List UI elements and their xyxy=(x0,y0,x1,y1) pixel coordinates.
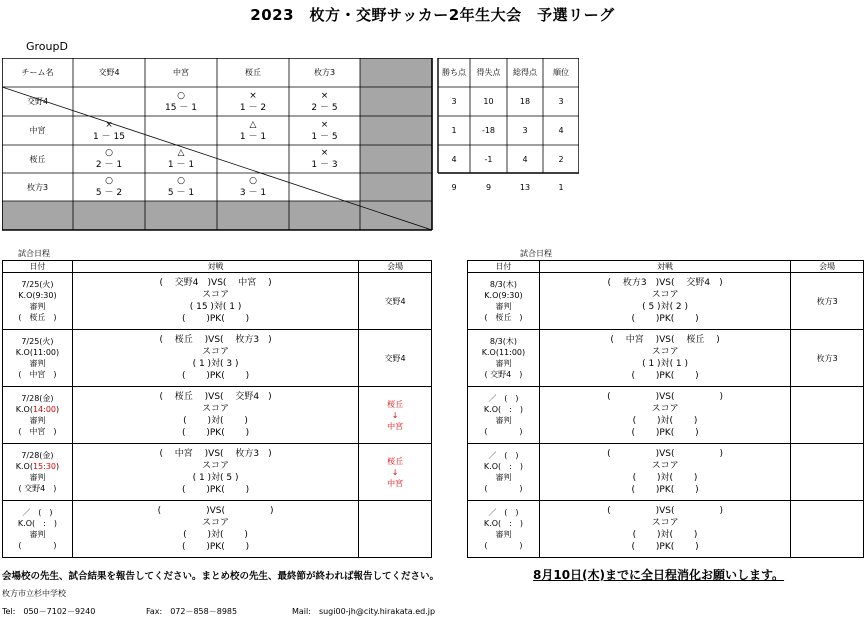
match-date: 8/3(木) xyxy=(489,280,517,289)
match-cell xyxy=(72,501,358,558)
table-row xyxy=(3,501,432,558)
match-line: ( )PK( ) xyxy=(631,485,699,495)
match-line: スコア xyxy=(651,347,679,357)
venue-name: 桜丘 xyxy=(387,456,404,466)
stat-header: 勝ち点 xyxy=(442,68,466,77)
kickoff-time: K.O(9:30) xyxy=(18,291,57,300)
match-line: スコア xyxy=(651,290,679,300)
venue-name: ↓ xyxy=(391,410,399,420)
match-cell xyxy=(72,330,358,387)
match-line: ( )対( ) xyxy=(632,530,698,540)
match-date-cell xyxy=(3,501,73,558)
tel-number: Tel: 050－7102－9240 xyxy=(2,607,96,616)
stat-header: 順位 xyxy=(553,68,569,77)
match-line: 1 － 1 xyxy=(167,160,195,170)
match-line: ( 交野4 )VS( 中宮 ) xyxy=(159,278,272,288)
match-line: ( )PK( ) xyxy=(182,428,250,438)
match-cell xyxy=(539,387,790,444)
report-note: 会場校の先生、試合結果を報告してください。まとめ校の先生、最終節が終われば報告してください。 xyxy=(2,571,440,582)
school-name: 枚方市立杉中学校 xyxy=(2,589,66,598)
referee-team: ( 交野4 ) xyxy=(18,484,57,493)
venue-cell xyxy=(359,444,432,501)
venue-cell xyxy=(359,501,432,558)
team-name-header: チーム名 xyxy=(21,68,54,77)
table-row xyxy=(468,330,864,387)
venue-name: 中宮 xyxy=(387,478,404,488)
match-cell xyxy=(72,387,358,444)
match-line: ( )PK( ) xyxy=(631,371,699,381)
schedule-header: 対戦 xyxy=(539,261,790,273)
match-date-cell xyxy=(3,444,73,501)
kickoff-time: K.O(11:00) xyxy=(481,348,526,357)
schedule-header: 日付 xyxy=(468,261,540,273)
match-line: ( 1 )対( 1 ) xyxy=(642,359,689,369)
match-line: スコア xyxy=(651,404,679,414)
match-date-cell xyxy=(3,387,73,444)
venue-name: 枚方3 xyxy=(816,296,838,306)
match-date-cell xyxy=(468,330,540,387)
stat-header: 総得点 xyxy=(513,68,537,77)
column-team-1: 交野4 xyxy=(98,68,120,77)
table-row xyxy=(468,273,864,330)
match-line: スコア xyxy=(651,518,679,528)
match-line: ( 枚方3 )VS( 交野4 ) xyxy=(607,278,723,288)
kickoff-time: K.O(9:30) xyxy=(484,291,523,300)
match-line: ○ xyxy=(105,176,113,186)
match-line: 1 － 15 xyxy=(93,131,125,142)
referee-team: ( 桜丘 ) xyxy=(484,313,523,322)
match-line: ( )対( ) xyxy=(632,416,698,426)
schedule-header: 日付 xyxy=(3,261,73,273)
match-date: 8/3(木) xyxy=(489,337,517,346)
match-date: ／ ( ) xyxy=(488,451,519,460)
stat-value: 13 xyxy=(519,182,531,192)
match-result xyxy=(289,87,360,116)
match-line: ( 中宮 )VS( 桜丘 ) xyxy=(610,335,720,345)
match-date: ／ ( ) xyxy=(488,394,519,403)
match-line: ( 1 )対( 3 ) xyxy=(192,359,239,369)
fax-number: Fax: 072－858－8985 xyxy=(146,607,238,616)
match-line: ○ xyxy=(177,90,185,101)
match-result xyxy=(73,145,145,173)
referee-team: ( ) xyxy=(484,484,523,493)
match-line: × xyxy=(249,90,257,101)
kickoff-time: K.O(15:30) xyxy=(15,462,60,471)
referee-label: 審判 xyxy=(495,416,512,425)
row-team-1: 交野4 xyxy=(26,97,49,106)
venue-cell xyxy=(791,501,864,558)
kickoff-time: K.O( : ) xyxy=(483,405,523,414)
mail-address: Mail: sugi00-jh@city.hirakata.ed.jp xyxy=(292,607,436,616)
stat-value: 4 xyxy=(522,154,528,164)
venue-cell xyxy=(359,273,432,330)
match-line: ○ xyxy=(105,148,113,158)
match-line: ( )VS( ) xyxy=(157,506,274,516)
match-result xyxy=(217,173,289,201)
match-result xyxy=(217,116,289,145)
referee-team: ( ) xyxy=(484,427,523,436)
match-cell xyxy=(539,330,790,387)
column-team-3: 桜丘 xyxy=(245,68,261,77)
schedule-header: 対戦 xyxy=(72,261,358,273)
venue-name: 中宮 xyxy=(387,421,404,431)
venue-name: 交野4 xyxy=(384,353,406,363)
venue-name: 枚方3 xyxy=(816,353,838,363)
stat-value: 3 xyxy=(522,126,528,135)
match-line: × xyxy=(105,119,113,130)
match-line: ( 15 )対( 1 ) xyxy=(189,302,242,312)
row-team-4: 枚方3 xyxy=(26,182,49,192)
match-line: ( )PK( ) xyxy=(182,371,250,381)
referee-team: ( 交野4 ) xyxy=(484,370,523,379)
match-line: ( )PK( ) xyxy=(631,542,699,552)
stat-value: 1 xyxy=(558,182,564,192)
kickoff-time: K.O( : ) xyxy=(17,519,57,528)
match-line: ( )VS( ) xyxy=(607,506,724,516)
match-line: ( )対( ) xyxy=(183,530,248,540)
referee-label: 審判 xyxy=(495,359,512,368)
page-title: 2023 枚方・交野サッカー2年生大会 予選リーグ xyxy=(250,6,615,24)
venue-name: 交野4 xyxy=(384,296,406,306)
referee-label: 審判 xyxy=(29,473,46,482)
stat-value: -1 xyxy=(484,154,493,164)
match-line: スコア xyxy=(202,290,230,300)
match-line: 1 － 5 xyxy=(311,131,338,142)
venue-cell xyxy=(791,273,864,330)
deadline-note: 8月10日(木)までに全日程消化お願いします。 xyxy=(533,568,785,582)
match-line: ( 桜丘 )VS( 枚方3 ) xyxy=(159,335,272,345)
venue-name: ↓ xyxy=(391,467,399,477)
schedule-label-left: 試合日程 xyxy=(18,249,50,258)
match-line: 5 － 2 xyxy=(95,188,123,198)
match-date: 7/25(火) xyxy=(21,280,54,289)
referee-team: ( 中宮 ) xyxy=(18,370,57,379)
table-row xyxy=(468,444,864,501)
stat-value: 3 xyxy=(558,97,564,106)
match-date-cell xyxy=(468,501,540,558)
match-line: 3 － 1 xyxy=(239,188,267,198)
stat-value: -18 xyxy=(481,126,496,135)
match-line: 5 － 1 xyxy=(167,188,195,198)
match-cell xyxy=(539,444,790,501)
stat-value: 4 xyxy=(451,154,457,164)
stat-header: 得失点 xyxy=(476,68,501,77)
stat-value: 2 xyxy=(558,154,564,164)
match-result xyxy=(145,87,217,116)
match-line: ( )VS( ) xyxy=(607,392,724,402)
match-cell xyxy=(72,273,358,330)
match-cell xyxy=(539,501,790,558)
match-line: 2 － 5 xyxy=(311,102,338,113)
match-line: × xyxy=(320,90,329,101)
match-line: スコア xyxy=(202,461,230,471)
match-line: ( 1 )対( 5 ) xyxy=(192,473,239,483)
table-row xyxy=(468,501,864,558)
venue-cell xyxy=(791,387,864,444)
match-result xyxy=(217,87,289,116)
referee-label: 審判 xyxy=(29,359,46,368)
kickoff-time: K.O(14:00) xyxy=(15,405,60,414)
match-result xyxy=(145,145,217,173)
match-line: 1 － 2 xyxy=(239,102,267,113)
stat-value: 10 xyxy=(483,97,494,106)
match-result xyxy=(73,173,145,201)
match-line: ( )PK( ) xyxy=(631,428,699,438)
column-team-2: 中宮 xyxy=(173,68,189,77)
match-line: ( 中宮 )VS( 枚方3 ) xyxy=(159,449,272,459)
stat-value: 9 xyxy=(485,182,492,192)
match-date-cell xyxy=(3,330,73,387)
stat-value: 9 xyxy=(451,182,457,192)
venue-cell xyxy=(791,330,864,387)
match-line: ○ xyxy=(177,176,185,186)
referee-label: 審判 xyxy=(29,530,46,539)
stat-value: 18 xyxy=(519,97,531,106)
referee-label: 審判 xyxy=(29,302,46,311)
schedule-header: 会場 xyxy=(791,261,864,273)
match-line: × xyxy=(320,119,329,130)
match-line: ( )VS( ) xyxy=(607,449,724,459)
match-date-cell xyxy=(3,273,73,330)
match-date-cell xyxy=(468,444,540,501)
match-cell xyxy=(539,273,790,330)
match-line: △ xyxy=(177,148,185,158)
kickoff-time: K.O( : ) xyxy=(483,519,523,528)
match-line: × xyxy=(320,148,329,158)
match-line: スコア xyxy=(202,347,230,357)
match-line: ( )PK( ) xyxy=(631,314,699,324)
match-date: 7/28(金) xyxy=(21,394,54,403)
referee-team: ( ) xyxy=(484,541,523,550)
standings-table xyxy=(2,58,579,231)
stat-value: 1 xyxy=(451,126,457,135)
table-row xyxy=(3,273,432,330)
table-row xyxy=(468,387,864,444)
match-line: △ xyxy=(249,119,257,130)
referee-label: 審判 xyxy=(495,473,512,482)
match-line: ( 桜丘 )VS( 交野4 ) xyxy=(159,392,272,402)
row-team-2: 中宮 xyxy=(29,126,46,135)
match-result xyxy=(73,116,145,145)
match-result xyxy=(289,145,360,173)
match-date: 7/28(金) xyxy=(21,451,54,460)
venue-cell xyxy=(359,387,432,444)
referee-label: 審判 xyxy=(495,302,512,311)
match-line: 1 － 3 xyxy=(311,160,338,170)
referee-team: ( ) xyxy=(18,541,57,550)
match-line: スコア xyxy=(202,518,230,528)
column-team-4: 枚方3 xyxy=(313,68,336,77)
group-label: GroupD xyxy=(26,40,68,53)
schedule-label-right: 試合日程 xyxy=(520,249,552,258)
match-line: 2 － 1 xyxy=(95,160,123,170)
match-cell xyxy=(72,444,358,501)
schedule-header: 会場 xyxy=(359,261,432,273)
match-line: ( 5 )対( 2 ) xyxy=(642,302,689,312)
match-result xyxy=(145,173,217,201)
stat-value: 3 xyxy=(451,97,457,106)
match-result xyxy=(289,116,360,145)
match-line: ○ xyxy=(249,176,257,186)
match-line: 1 － 1 xyxy=(239,131,267,142)
match-line: ( )対( ) xyxy=(183,416,248,426)
kickoff-time: K.O( : ) xyxy=(483,462,523,471)
match-line: ( )PK( ) xyxy=(182,485,250,495)
venue-name: 桜丘 xyxy=(387,399,404,409)
table-row xyxy=(3,330,432,387)
venue-cell xyxy=(359,330,432,387)
match-date: ／ ( ) xyxy=(22,508,53,517)
match-line: ( )PK( ) xyxy=(182,314,250,324)
table-row xyxy=(3,444,432,501)
table-row xyxy=(3,387,432,444)
venue-cell xyxy=(791,444,864,501)
match-line: 15 － 1 xyxy=(165,102,197,113)
match-line: スコア xyxy=(651,461,679,471)
match-date-cell xyxy=(468,273,540,330)
referee-label: 審判 xyxy=(495,530,512,539)
schedule-table-right xyxy=(467,260,864,558)
match-date-cell xyxy=(468,387,540,444)
match-line: ( )対( ) xyxy=(632,473,698,483)
match-date: ／ ( ) xyxy=(488,508,519,517)
kickoff-time: K.O(11:00) xyxy=(15,348,60,357)
match-date: 7/25(火) xyxy=(21,337,54,346)
referee-team: ( 中宮 ) xyxy=(18,427,57,436)
referee-team: ( 桜丘 ) xyxy=(18,313,57,322)
stat-value: 4 xyxy=(558,126,564,135)
schedule-table-left xyxy=(2,260,432,558)
match-line: ( )PK( ) xyxy=(182,542,250,552)
row-team-3: 桜丘 xyxy=(29,154,46,164)
match-line: スコア xyxy=(202,404,230,414)
referee-label: 審判 xyxy=(29,416,46,425)
